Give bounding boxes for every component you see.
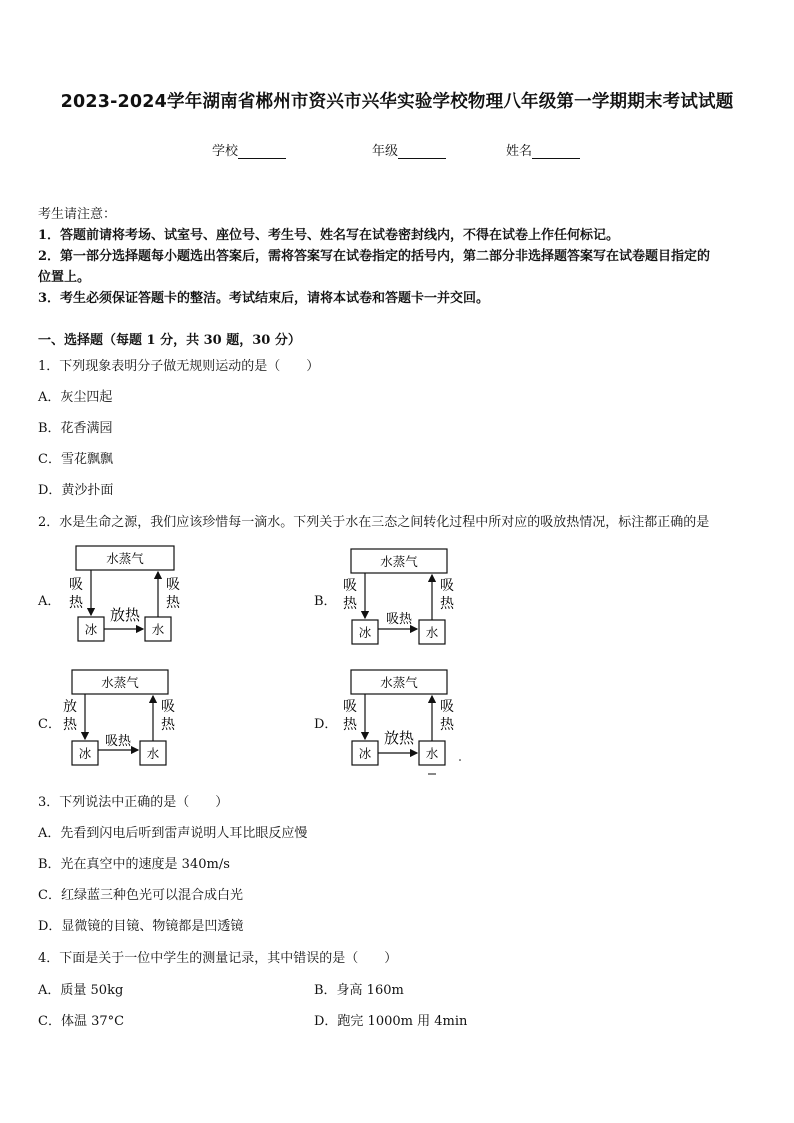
- right-text-2: 热: [440, 596, 454, 612]
- left-text-1: 吸: [69, 577, 83, 593]
- q4-option-b: B．身高 160m: [314, 983, 404, 998]
- mid-text: 放热: [109, 606, 141, 624]
- q2-diagram-a: [60, 544, 185, 646]
- vapor-label: 水蒸气: [380, 554, 418, 569]
- grade-blank: [398, 145, 446, 159]
- q1-stem: 1．下列现象表明分子做无规则运动的是（ ）: [38, 359, 320, 374]
- name-label: 姓名: [506, 144, 533, 159]
- vapor-label: 水蒸气: [106, 551, 144, 566]
- q3-stem: 3．下列说法中正确的是（ ）: [38, 795, 229, 810]
- q3-option-b: B．光在真空中的速度是 340m/s: [38, 857, 230, 872]
- section-heading: 一、选择题（每题 1 分，共 30 题，30 分）: [38, 333, 301, 348]
- notice-item-3: 3．考生必须保证答题卡的整洁。考试结束后，请将本试卷和答题卡一并交回。: [38, 291, 490, 306]
- right-text-1: 吸: [166, 577, 180, 593]
- mid-text: 吸热: [385, 612, 413, 627]
- left-text-1: 吸: [343, 578, 357, 594]
- left-text-2: 热: [63, 717, 77, 733]
- q4-option-d: D．跑完 1000m 用 4min: [314, 1014, 468, 1029]
- q2-label-a: A．: [38, 594, 61, 609]
- ice-label: 冰: [358, 625, 372, 640]
- right-text-2: 热: [161, 717, 175, 733]
- water-label: 水: [425, 746, 439, 761]
- notice-item-2: 2．第一部分选择题每小题选出答案后，需将答案写在试卷指定的括号内，第二部分非选择题答案写在试卷题目指定的: [38, 249, 711, 264]
- left-text-2: 热: [343, 596, 357, 612]
- right-text-2: 热: [440, 717, 454, 733]
- stray-dot: [459, 759, 461, 761]
- q3-option-c: C．红绿蓝三种色光可以混合成白光: [38, 888, 243, 903]
- water-label: 水: [425, 625, 439, 640]
- q4-stem: 4．下面是关于一位中学生的测量记录，其中错误的是（ ）: [38, 951, 398, 966]
- school-blank: [238, 145, 286, 159]
- ice-label: 冰: [358, 746, 372, 761]
- q2-diagram-b: [335, 547, 460, 649]
- left-text-1: 吸: [343, 699, 357, 715]
- page-title: 2023-2024学年湖南省郴州市资兴市兴华实验学校物理八年级第一学期期末考试试题: [60, 92, 734, 112]
- vapor-label: 水蒸气: [380, 675, 418, 690]
- vapor-label: 水蒸气: [101, 675, 139, 690]
- q4-option-c: C．体温 37°C: [38, 1014, 125, 1029]
- name-blank: [532, 145, 580, 159]
- ice-label: 冰: [84, 622, 98, 637]
- q1-option-d: D．黄沙扑面: [38, 483, 114, 498]
- mid-text: 吸热: [104, 734, 132, 749]
- q2-diagram-d: [335, 668, 465, 778]
- school-field: [212, 140, 286, 159]
- notice-item-1: 1．答题前请将考场、试室号、座位号、考生号、姓名写在试卷密封线内，不得在试卷上作任何标记。: [38, 228, 620, 243]
- name-field: [506, 140, 580, 159]
- school-label: 学校: [212, 144, 239, 159]
- q3-option-d: D．显微镜的目镜、物镜都是凹透镜: [38, 919, 244, 934]
- right-text-2: 热: [166, 595, 180, 611]
- q2-diagram-c: [56, 668, 181, 770]
- right-text-1: 吸: [440, 578, 454, 594]
- q1-option-b: B．花香满园: [38, 421, 113, 436]
- left-text-2: 热: [343, 717, 357, 733]
- right-text-1: 吸: [440, 699, 454, 715]
- q1-option-a: A．灰尘四起: [38, 390, 113, 405]
- notice-item-2-cont: 位置上。: [38, 270, 91, 285]
- left-text-1: 放: [63, 699, 77, 715]
- q2-stem: 2．水是生命之源，我们应该珍惜每一滴水。下列关于水在三态之间转化过程中所对应的吸放热情况，标注都正确的是: [38, 515, 710, 530]
- q2-label-c: C．: [38, 717, 61, 732]
- q3-option-a: A．先看到闪电后听到雷声说明人耳比眼反应慢: [38, 826, 308, 841]
- grade-field: [372, 140, 446, 159]
- q1-option-c: C．雪花飘飘: [38, 452, 113, 467]
- notice-heading: 考生请注意：: [38, 207, 117, 222]
- q4-option-a: A．质量 50kg: [38, 983, 124, 998]
- right-text-1: 吸: [161, 699, 175, 715]
- water-label: 水: [146, 746, 160, 761]
- grade-label: 年级: [372, 144, 399, 159]
- mid-text: 放热: [383, 729, 415, 747]
- ice-label: 冰: [78, 746, 92, 761]
- q2-label-d: D．: [314, 717, 338, 732]
- water-label: 水: [151, 622, 165, 637]
- left-text-2: 热: [69, 595, 83, 611]
- q2-label-b: B．: [314, 594, 337, 609]
